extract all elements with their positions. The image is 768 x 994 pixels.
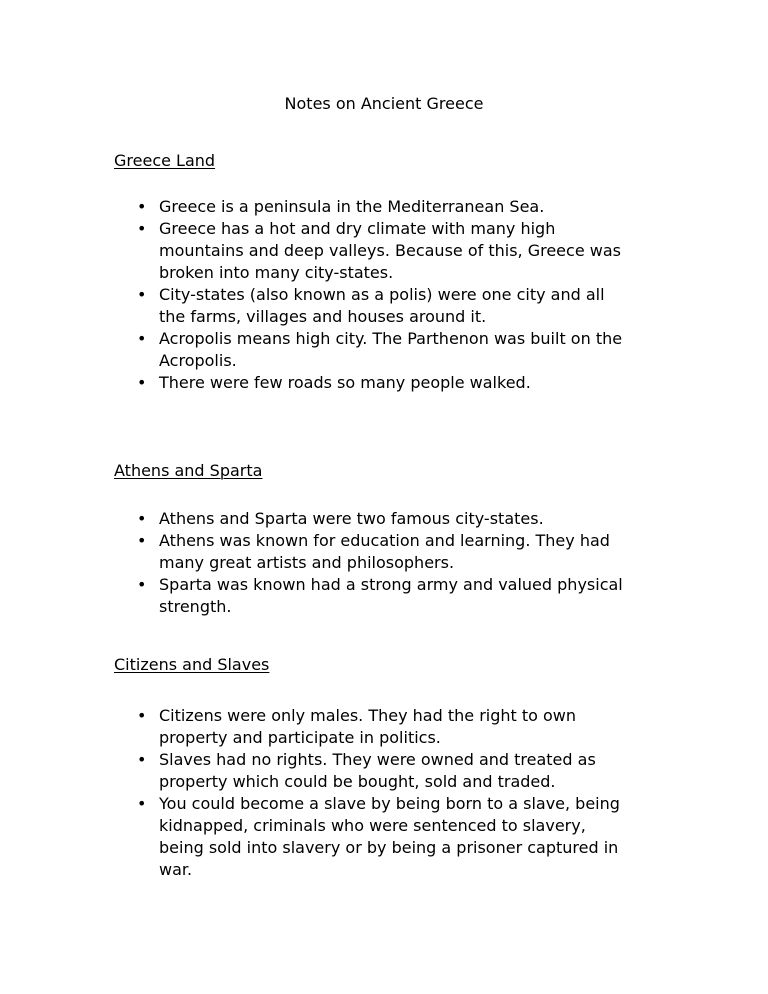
bullet-icon: •	[137, 373, 147, 392]
bullet-icon: •	[137, 509, 147, 528]
bullet-icon: •	[137, 531, 147, 550]
bullet-icon: •	[137, 285, 147, 304]
list-item: • You could become a slave by being born to a slave, being kidnapped, criminals who were sentenced to slavery, being sold into slavery or by being a prisoner captured in war.	[137, 794, 620, 879]
bullet-icon: •	[137, 706, 147, 725]
list-item: • Greece has a hot and dry climate with many high mountains and deep valleys. Because of this, Greece was broken into many city-states.	[137, 219, 621, 282]
bullet-icon: •	[137, 794, 147, 813]
list-item: • Citizens were only males. They had the right to own property and participate in politics.	[137, 706, 577, 747]
section-heading-athens-sparta: Athens and Sparta	[114, 461, 263, 480]
citizens-slaves-list	[0, 705, 768, 881]
list-item: • City-states (also known as a polis) were one city and all the farms, villages and houses around it.	[137, 285, 605, 326]
athens-sparta-list	[0, 508, 768, 618]
bullet-icon: •	[137, 197, 147, 216]
section-heading-citizens-slaves: Citizens and Slaves	[114, 655, 270, 674]
list-item: • Slaves had no rights. They were owned and treated as property which could be bought, sold and traded.	[137, 750, 596, 791]
bullet-icon: •	[137, 750, 147, 769]
list-item: • Acropolis means high city. The Parthenon was built on the Acropolis.	[137, 329, 623, 370]
list-item: • Athens was known for education and learning. They had many great artists and philosophers.	[137, 531, 610, 572]
list-item: • There were few roads so many people walked.	[137, 373, 531, 392]
list-item: • Greece is a peninsula in the Mediterranean Sea.	[137, 197, 545, 216]
page-title: Notes on Ancient Greece	[284, 94, 484, 113]
bullet-icon: •	[137, 219, 147, 238]
bullet-icon: •	[137, 575, 147, 594]
list-item: • Sparta was known had a strong army and valued physical strength.	[137, 575, 623, 616]
list-item: • Athens and Sparta were two famous city-states.	[137, 509, 544, 528]
section-heading-greece-land: Greece Land	[114, 151, 216, 170]
bullet-icon: •	[137, 329, 147, 348]
greece-land-list	[0, 196, 768, 394]
